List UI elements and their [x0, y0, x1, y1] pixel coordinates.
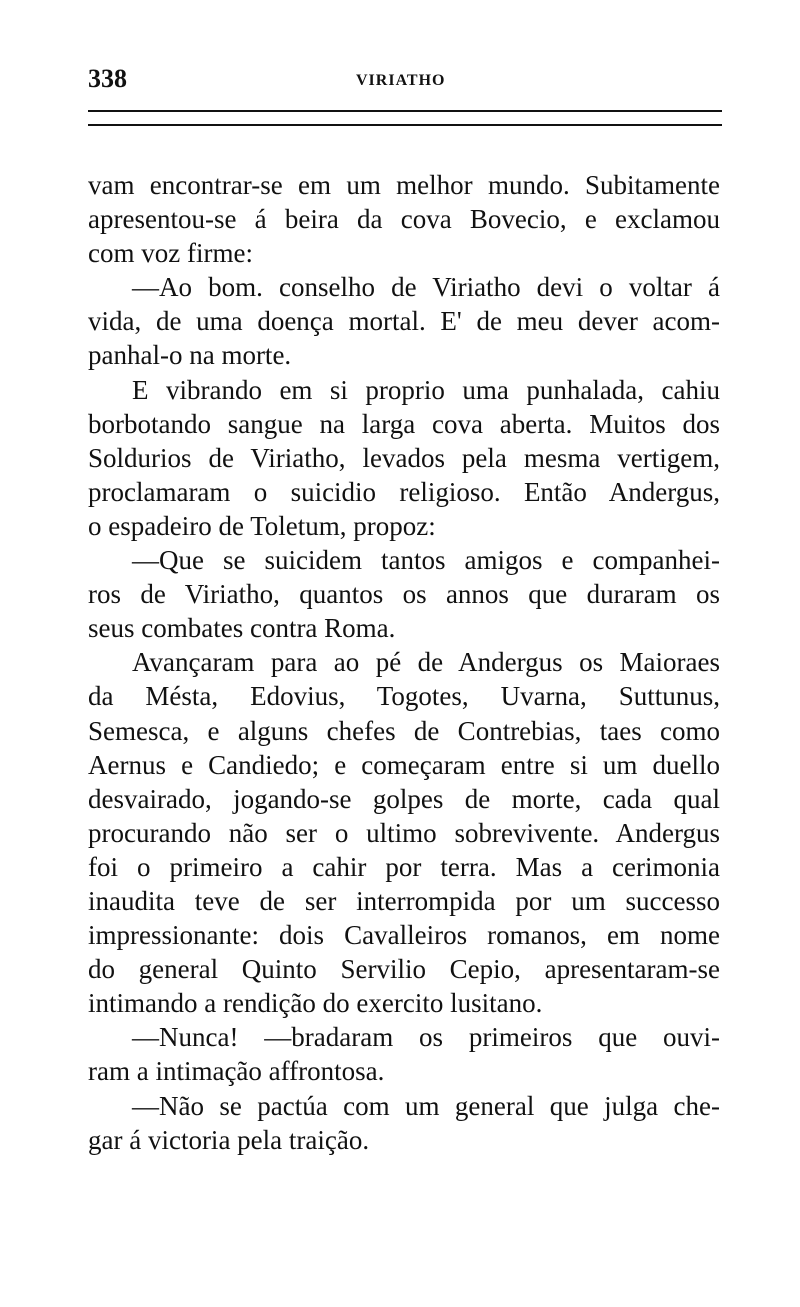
text-line: panhal-o na morte. — [88, 340, 292, 371]
text-line: proclamaram o suicidio religioso. Então Andergus, — [88, 476, 720, 507]
text-line: Avançaram para ao pé de Andergus os Maioraes — [132, 647, 720, 678]
text-line: —Não se pactúa com um general que julga che- — [132, 1090, 720, 1121]
text-line: com voz firme: — [88, 238, 253, 269]
text-line: Soldurios de Viriatho, levados pela mesma vertigem, — [88, 442, 720, 473]
page-number: 338 — [88, 64, 127, 93]
text-line: ram a intimação affrontosa. — [88, 1056, 385, 1087]
text-line: gar á victoria pela traição. — [88, 1124, 370, 1155]
running-title: VIRIATHO — [356, 72, 446, 89]
text-line: da Mésta, Edovius, Togotes, Uvarna, Suttunus, — [88, 681, 720, 712]
text-line: intimando a rendição do exercito lusitano. — [88, 988, 543, 1019]
text-line: seus combates contra Roma. — [88, 613, 396, 644]
text-line: do general Quinto Servilio Cepio, apresentaram-se — [88, 954, 720, 985]
text-line: o espadeiro de Toletum, propoz: — [88, 510, 436, 541]
body-text — [88, 168, 720, 1157]
text-line: —Ao bom. conselho de Viriatho devi o voltar á — [132, 272, 720, 303]
text-line: —Nunca! —bradaram os primeiros que ouvi- — [132, 1022, 720, 1053]
text-line: —Que se suicidem tantos amigos e companhei- — [132, 545, 720, 576]
text-line: vam encontrar-se em um melhor mundo. Subitamente — [88, 170, 720, 200]
text-line: Aernus e Candiedo; e começaram entre si um duello — [88, 749, 720, 780]
text-line: inaudita teve de ser interrompida por um successo — [88, 885, 720, 916]
text-line: E vibrando em si proprio uma punhalada, cahiu — [132, 374, 720, 405]
text-line: desvairado, jogando-se golpes de morte, cada qual — [88, 783, 720, 814]
text-line: Semesca, e alguns chefes de Contrebias, taes como — [88, 715, 720, 746]
text-line: vida, de uma doença mortal. E' de meu dever acom- — [88, 306, 720, 337]
text-line: foi o primeiro a cahir por terra. Mas a cerimonia — [88, 851, 720, 882]
text-line: apresentou-se á beira da cova Bovecio, e exclamou — [88, 204, 720, 235]
header-rule-bottom — [88, 124, 722, 126]
text-line: ros de Viriatho, quantos os annos que duraram os — [88, 579, 720, 610]
text-line: procurando não ser o ultimo sobrevivente. Andergus — [88, 817, 720, 848]
text-line: impressionante: dois Cavalleiros romanos, em nome — [88, 920, 720, 951]
page-header — [88, 64, 722, 96]
header-rule-top — [88, 110, 722, 112]
text-line: borbotando sangue na larga cova aberta. Muitos dos — [88, 408, 720, 439]
